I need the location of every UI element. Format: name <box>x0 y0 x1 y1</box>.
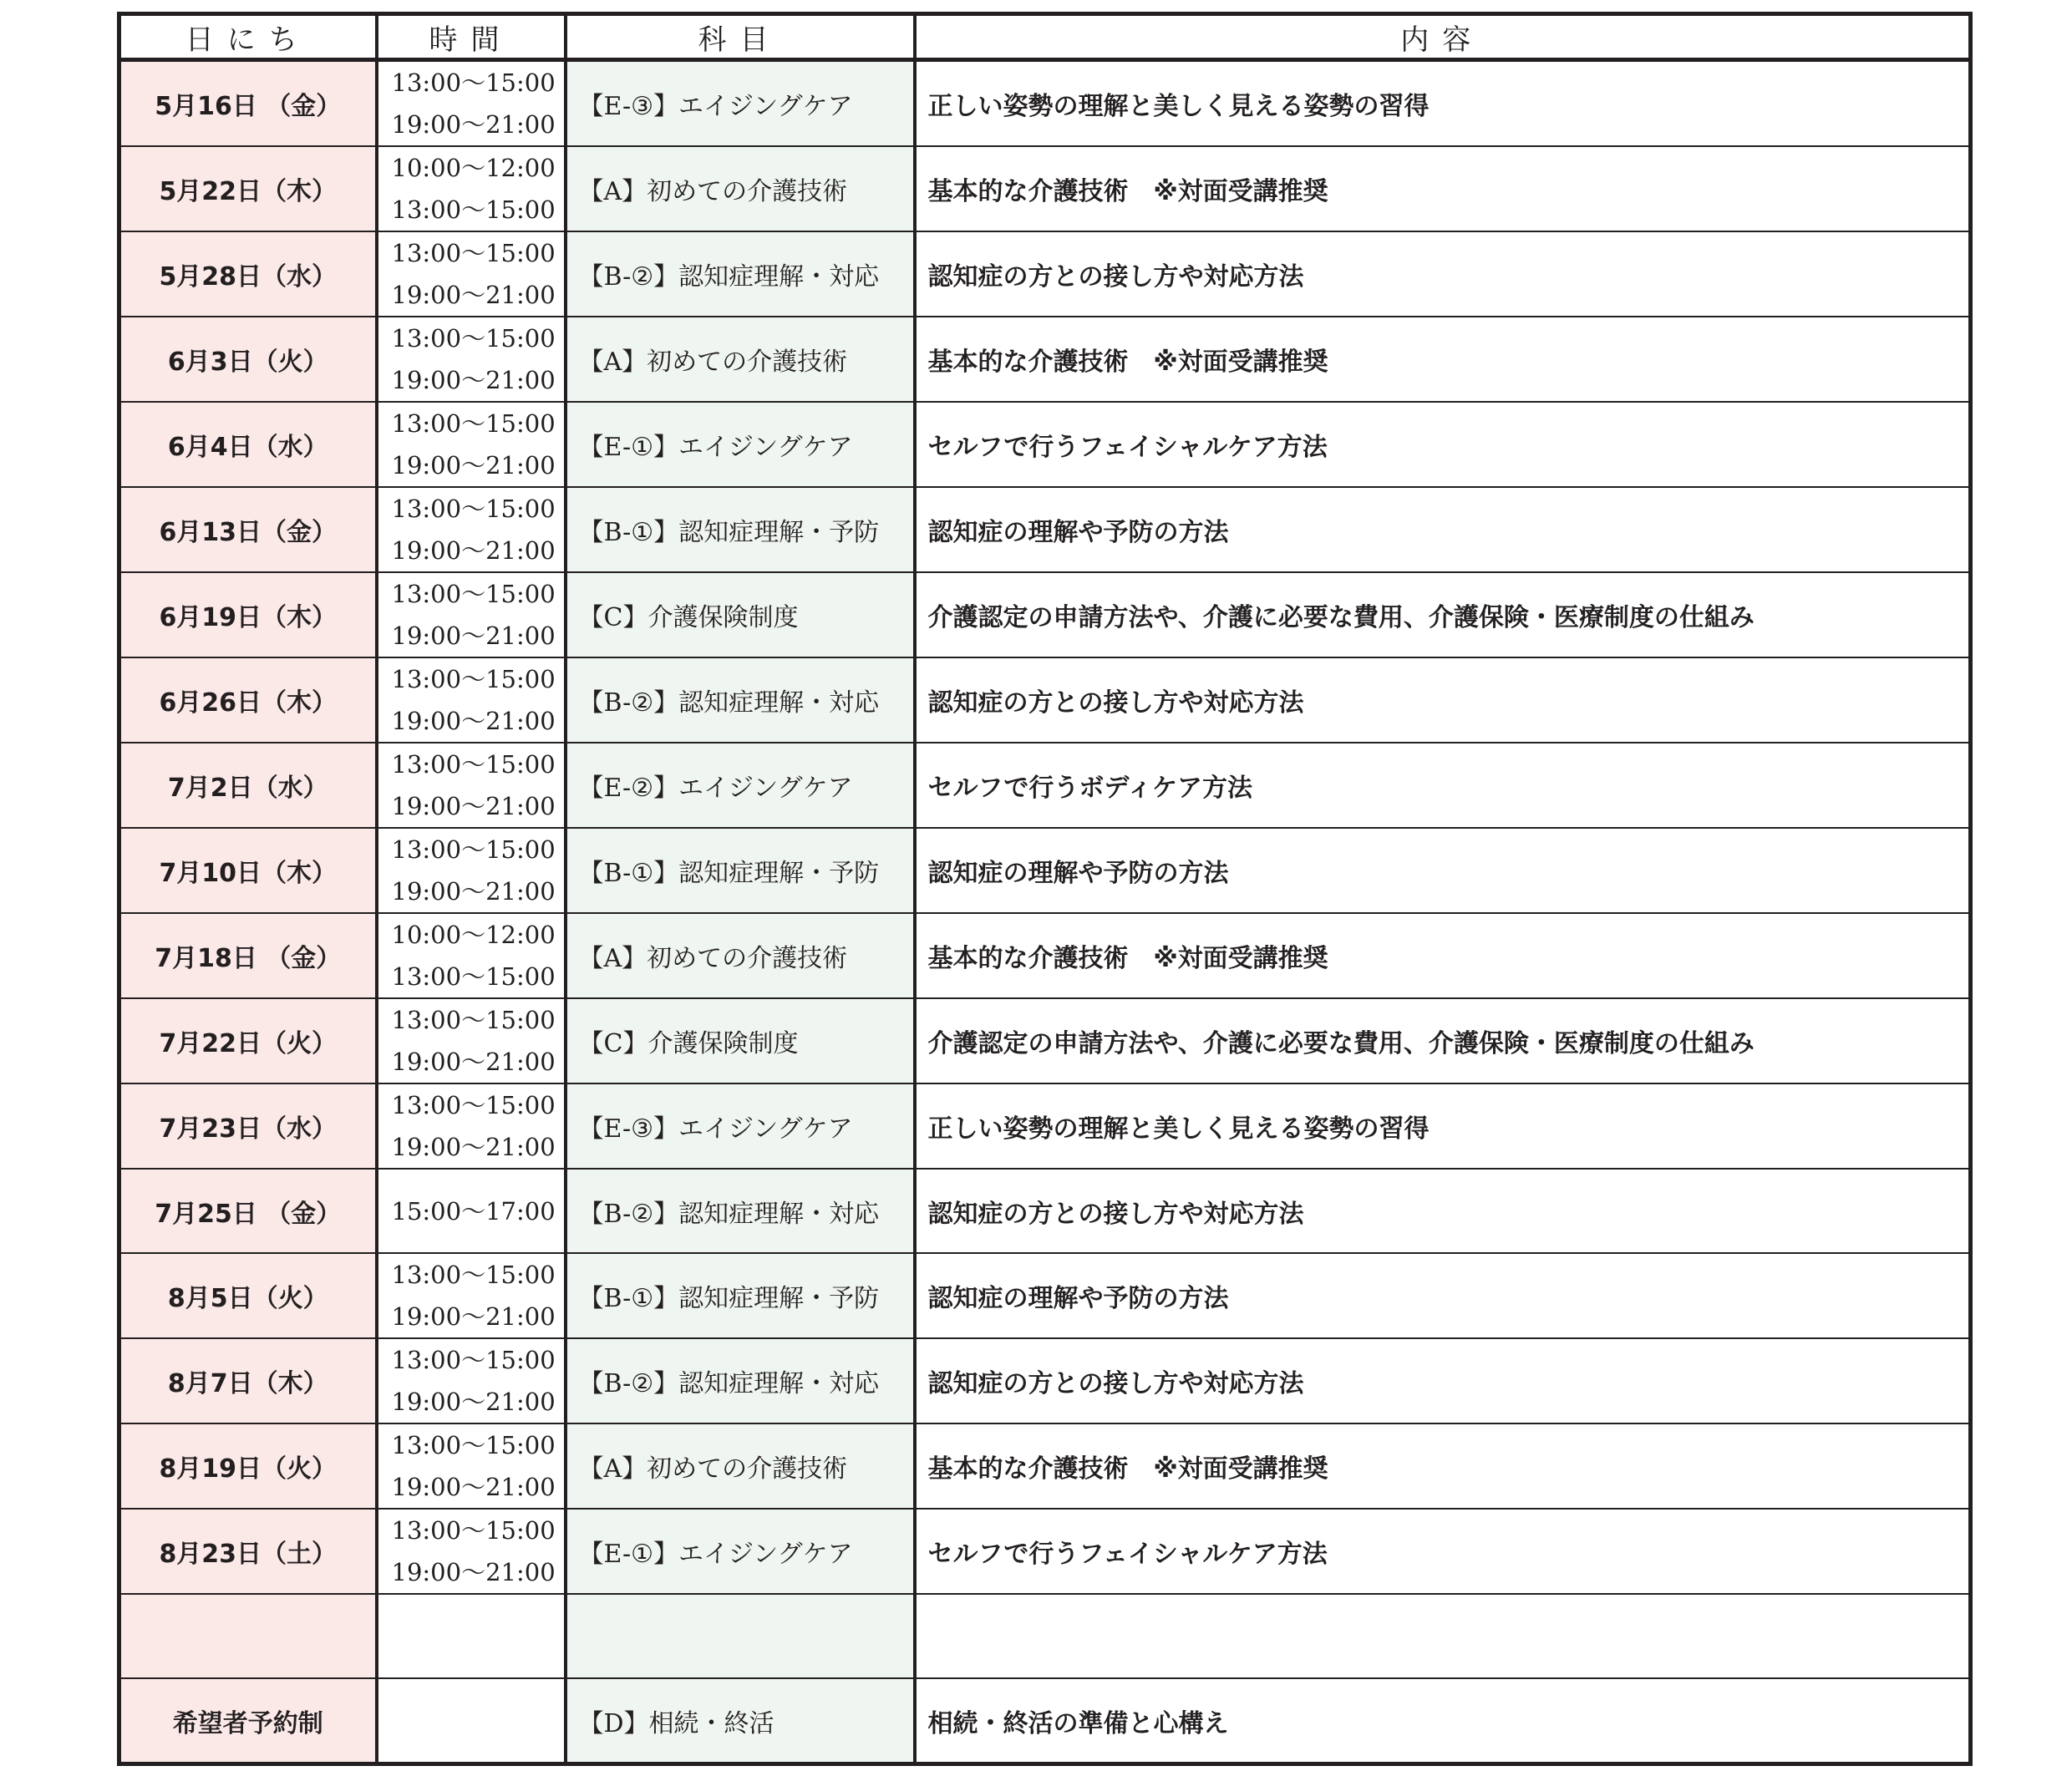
table-row <box>119 146 1971 231</box>
date-cell: 6月13日（金） <box>119 487 377 572</box>
table-row <box>119 913 1971 998</box>
content-cell: 認知症の方との接し方や対応方法 <box>915 657 1971 743</box>
time-slot-2: 19:00～21:00 <box>391 622 556 650</box>
content-cell: 認知症の方との接し方や対応方法 <box>915 1338 1971 1423</box>
table-row <box>119 998 1971 1083</box>
time-slot-2: 19:00～21:00 <box>391 792 556 820</box>
time-cell <box>377 828 566 913</box>
subject-cell: 【E-②】エイジングケア <box>566 743 915 828</box>
date-cell: 希望者予約制 <box>119 1678 377 1764</box>
content-cell: セルフで行うフェイシャルケア方法 <box>915 402 1971 487</box>
time-slot-2: 13:00～15:00 <box>391 195 556 224</box>
content-cell: 基本的な介護技術 ※対面受講推奨 <box>915 146 1971 231</box>
subject-cell: 【B-①】認知症理解・予防 <box>566 828 915 913</box>
time-slot-1: 10:00～12:00 <box>391 154 556 182</box>
time-slot-1: 13:00～15:00 <box>391 69 556 97</box>
time-cell <box>377 1253 566 1338</box>
time-slot-2: 19:00～21:00 <box>391 281 556 309</box>
time-slot-2: 13:00～15:00 <box>391 962 556 991</box>
time-slot-1: 13:00～15:00 <box>391 1006 556 1034</box>
time-slot-1: 13:00～15:00 <box>391 1261 556 1289</box>
subject-cell: 【A】初めての介護技術 <box>566 146 915 231</box>
date-cell: 8月23日（土） <box>119 1509 377 1594</box>
date-cell: 6月3日（火） <box>119 317 377 402</box>
table-row <box>119 1509 1971 1594</box>
table-row <box>119 572 1971 657</box>
time-slot-2: 19:00～21:00 <box>391 877 556 906</box>
subject-cell: 【E-①】エイジングケア <box>566 402 915 487</box>
time-cell <box>377 1083 566 1169</box>
content-cell: 基本的な介護技術 ※対面受講推奨 <box>915 913 1971 998</box>
time-cell <box>377 572 566 657</box>
time-slot-2: 19:00～21:00 <box>391 536 556 565</box>
subject-cell: 【B-①】認知症理解・予防 <box>566 1253 915 1338</box>
time-cell <box>377 60 566 147</box>
table-row <box>119 657 1971 743</box>
content-cell: 認知症の理解や予防の方法 <box>915 487 1971 572</box>
date-cell: 7月23日（水） <box>119 1083 377 1169</box>
table-body <box>119 60 1971 1764</box>
time-slot-2: 19:00～21:00 <box>391 1302 556 1331</box>
content-cell: セルフで行うボディケア方法 <box>915 743 1971 828</box>
table-row <box>119 1594 1971 1678</box>
subject-cell: 【B-①】認知症理解・予防 <box>566 487 915 572</box>
header-content: 内容 <box>915 14 1971 60</box>
date-cell: 7月25日 （金） <box>119 1169 377 1253</box>
table-row <box>119 743 1971 828</box>
date-cell: 7月18日 （金） <box>119 913 377 998</box>
table-row <box>119 317 1971 402</box>
time-cell <box>377 487 566 572</box>
content-cell: 認知症の方との接し方や対応方法 <box>915 1169 1971 1253</box>
time-slot-1: 13:00～15:00 <box>391 665 556 693</box>
content-cell: 介護認定の申請方法や、介護に必要な費用、介護保険・医療制度の仕組み <box>915 572 1971 657</box>
date-cell: 8月7日（木） <box>119 1338 377 1423</box>
time-cell <box>377 1338 566 1423</box>
table-row <box>119 402 1971 487</box>
content-cell: 認知症の方との接し方や対応方法 <box>915 231 1971 317</box>
date-cell: 8月19日（火） <box>119 1423 377 1509</box>
subject-cell: 【A】初めての介護技術 <box>566 913 915 998</box>
content-cell: 認知症の理解や予防の方法 <box>915 1253 1971 1338</box>
header-date: 日にち <box>119 14 377 60</box>
time-cell <box>377 402 566 487</box>
time-slot-2: 19:00～21:00 <box>391 1473 556 1501</box>
time-cell <box>377 1594 566 1678</box>
content-cell: 基本的な介護技術 ※対面受講推奨 <box>915 317 1971 402</box>
time-slot-2: 19:00～21:00 <box>391 1558 556 1586</box>
table-header <box>119 14 1971 60</box>
time-slot-1: 13:00～15:00 <box>391 239 556 267</box>
time-cell <box>377 231 566 317</box>
subject-cell <box>566 1594 915 1678</box>
time-slot-1: 13:00～15:00 <box>391 1431 556 1459</box>
time-slot-1: 13:00～15:00 <box>391 750 556 779</box>
time-slot-1: 13:00～15:00 <box>391 835 556 864</box>
header-time: 時間 <box>377 14 566 60</box>
content-cell: 正しい姿勢の理解と美しく見える姿勢の習得 <box>915 60 1971 147</box>
table-row <box>119 828 1971 913</box>
time-cell <box>377 998 566 1083</box>
date-cell: 5月28日（水） <box>119 231 377 317</box>
time-cell <box>377 146 566 231</box>
date-cell: 5月16日 （金） <box>119 60 377 147</box>
subject-cell: 【D】相続・終活 <box>566 1678 915 1764</box>
time-slot-1: 13:00～15:00 <box>391 409 556 438</box>
time-slot-2: 19:00～21:00 <box>391 366 556 394</box>
table-row <box>119 1423 1971 1509</box>
time-slot-2: 19:00～21:00 <box>391 1133 556 1161</box>
time-slot-2: 19:00～21:00 <box>391 707 556 735</box>
time-slot-2: 19:00～21:00 <box>391 1388 556 1416</box>
time-cell <box>377 1678 566 1764</box>
subject-cell: 【B-②】認知症理解・対応 <box>566 1338 915 1423</box>
table-row <box>119 60 1971 147</box>
subject-cell: 【B-②】認知症理解・対応 <box>566 1169 915 1253</box>
time-slot-1: 13:00～15:00 <box>391 1346 556 1374</box>
header-subject: 科目 <box>566 14 915 60</box>
time-cell <box>377 317 566 402</box>
time-slot-1: 13:00～15:00 <box>391 495 556 523</box>
content-cell: 正しい姿勢の理解と美しく見える姿勢の習得 <box>915 1083 1971 1169</box>
subject-cell: 【B-②】認知症理解・対応 <box>566 657 915 743</box>
subject-cell: 【E-③】エイジングケア <box>566 60 915 147</box>
time-cell <box>377 743 566 828</box>
time-slot-1: 15:00～17:00 <box>391 1196 556 1225</box>
time-cell <box>377 657 566 743</box>
header-row <box>119 14 1971 60</box>
date-cell: 7月10日（木） <box>119 828 377 913</box>
schedule-table <box>117 12 1973 1766</box>
content-cell <box>915 1594 1971 1678</box>
time-cell <box>377 1169 566 1253</box>
subject-cell: 【E-③】エイジングケア <box>566 1083 915 1169</box>
table-row <box>119 1678 1971 1764</box>
date-cell: 5月22日（木） <box>119 146 377 231</box>
table-row <box>119 1169 1971 1253</box>
time-slot-1: 13:00～15:00 <box>391 324 556 353</box>
subject-cell: 【E-①】エイジングケア <box>566 1509 915 1594</box>
content-cell: 基本的な介護技術 ※対面受講推奨 <box>915 1423 1971 1509</box>
time-cell <box>377 1423 566 1509</box>
time-slot-2: 19:00～21:00 <box>391 1048 556 1076</box>
content-cell: 認知症の理解や予防の方法 <box>915 828 1971 913</box>
time-cell <box>377 913 566 998</box>
date-cell: 8月5日（火） <box>119 1253 377 1338</box>
time-slot-1: 13:00～15:00 <box>391 580 556 608</box>
table-row <box>119 1253 1971 1338</box>
time-slot-2: 19:00～21:00 <box>391 110 556 139</box>
date-cell: 7月22日（火） <box>119 998 377 1083</box>
content-cell: セルフで行うフェイシャルケア方法 <box>915 1509 1971 1594</box>
content-cell: 相続・終活の準備と心構え <box>915 1678 1971 1764</box>
date-cell: 6月19日（木） <box>119 572 377 657</box>
time-slot-2: 19:00～21:00 <box>391 451 556 480</box>
subject-cell: 【C】介護保険制度 <box>566 572 915 657</box>
table-row <box>119 487 1971 572</box>
table-row <box>119 1083 1971 1169</box>
table-row <box>119 231 1971 317</box>
time-slot-1: 13:00～15:00 <box>391 1516 556 1545</box>
date-cell: 6月4日（水） <box>119 402 377 487</box>
time-cell <box>377 1509 566 1594</box>
date-cell: 6月26日（木） <box>119 657 377 743</box>
subject-cell: 【C】介護保険制度 <box>566 998 915 1083</box>
content-cell: 介護認定の申請方法や、介護に必要な費用、介護保険・医療制度の仕組み <box>915 998 1971 1083</box>
subject-cell: 【A】初めての介護技術 <box>566 317 915 402</box>
time-slot-1: 13:00～15:00 <box>391 1091 556 1119</box>
table-row <box>119 1338 1971 1423</box>
date-cell <box>119 1594 377 1678</box>
time-slot-1: 10:00～12:00 <box>391 921 556 949</box>
date-cell: 7月2日（水） <box>119 743 377 828</box>
subject-cell: 【A】初めての介護技術 <box>566 1423 915 1509</box>
subject-cell: 【B-②】認知症理解・対応 <box>566 231 915 317</box>
